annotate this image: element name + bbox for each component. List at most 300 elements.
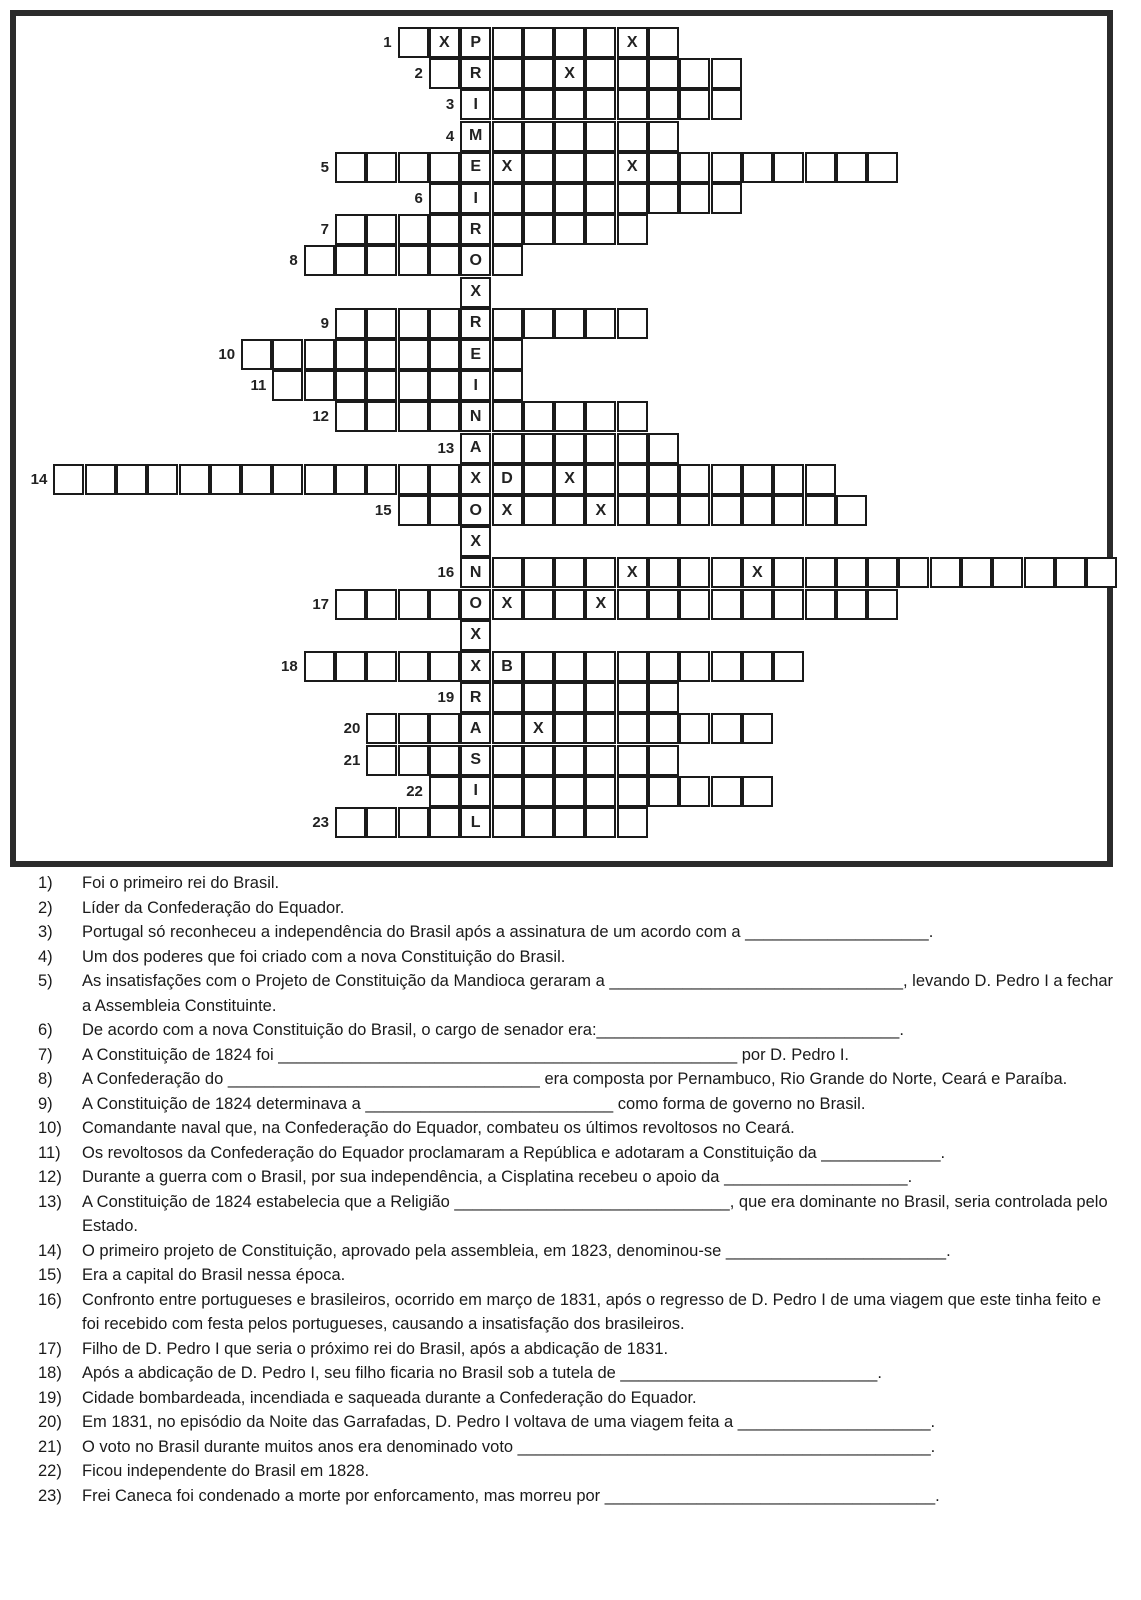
crossword-cell[interactable]: X bbox=[460, 620, 491, 651]
crossword-cell[interactable] bbox=[429, 651, 460, 682]
crossword-cell[interactable] bbox=[366, 589, 397, 620]
clue-number-label: 13 bbox=[437, 439, 455, 457]
crossword-cell[interactable] bbox=[773, 152, 804, 183]
crossword-cell[interactable] bbox=[429, 152, 460, 183]
crossword-cell[interactable] bbox=[1055, 557, 1086, 588]
crossword-cell[interactable] bbox=[429, 58, 460, 89]
crossword-cell[interactable]: X bbox=[460, 526, 491, 557]
crossword-cell[interactable] bbox=[867, 557, 898, 588]
crossword-cell[interactable] bbox=[492, 245, 523, 276]
crossword-cell[interactable] bbox=[335, 464, 366, 495]
clue-23 bbox=[38, 1484, 1118, 1509]
crossword-cell[interactable]: P bbox=[460, 27, 491, 58]
crossword-cell[interactable] bbox=[523, 121, 554, 152]
crossword-cell[interactable] bbox=[742, 651, 773, 682]
crossword-cell[interactable]: N bbox=[460, 557, 491, 588]
crossword-cell[interactable] bbox=[272, 464, 303, 495]
crossword-cell[interactable] bbox=[585, 89, 616, 120]
crossword-cell[interactable] bbox=[523, 651, 554, 682]
crossword-cell[interactable] bbox=[366, 245, 397, 276]
crossword-cell[interactable]: O bbox=[460, 589, 491, 620]
crossword-cell[interactable] bbox=[366, 745, 397, 776]
crossword-cell[interactable] bbox=[366, 464, 397, 495]
crossword-cell[interactable] bbox=[554, 776, 585, 807]
crossword-cell[interactable] bbox=[492, 308, 523, 339]
crossword-cell[interactable] bbox=[554, 401, 585, 432]
crossword-cell[interactable] bbox=[679, 651, 710, 682]
crossword-cell[interactable] bbox=[398, 651, 429, 682]
crossword-cell[interactable] bbox=[773, 589, 804, 620]
clue-number: 15) bbox=[38, 1266, 62, 1284]
clue-text: Frei Caneca foi condenado a morte por enforcamento, mas morreu por ____________________________________. bbox=[82, 1486, 940, 1505]
crossword-cell[interactable] bbox=[554, 713, 585, 744]
crossword-cell[interactable] bbox=[429, 807, 460, 838]
crossword-cell[interactable] bbox=[304, 464, 335, 495]
crossword-cell[interactable] bbox=[398, 245, 429, 276]
crossword-cell[interactable] bbox=[648, 495, 679, 526]
crossword-cell[interactable] bbox=[679, 713, 710, 744]
crossword-cell[interactable] bbox=[648, 651, 679, 682]
crossword-cell[interactable] bbox=[617, 89, 648, 120]
crossword-cell[interactable] bbox=[617, 121, 648, 152]
crossword-cell[interactable] bbox=[742, 713, 773, 744]
crossword-cell[interactable] bbox=[429, 589, 460, 620]
crossword-cell[interactable] bbox=[304, 651, 335, 682]
crossword-cell[interactable]: M bbox=[460, 121, 491, 152]
crossword-cell[interactable] bbox=[585, 464, 616, 495]
crossword-cell[interactable] bbox=[585, 713, 616, 744]
crossword-cell[interactable] bbox=[366, 401, 397, 432]
crossword-cell[interactable] bbox=[867, 589, 898, 620]
crossword-cell[interactable] bbox=[617, 214, 648, 245]
crossword-cell[interactable]: R bbox=[460, 214, 491, 245]
crossword-cell[interactable] bbox=[679, 183, 710, 214]
crossword-cell[interactable] bbox=[617, 589, 648, 620]
crossword-cell[interactable] bbox=[523, 495, 554, 526]
crossword-cell[interactable]: X bbox=[617, 557, 648, 588]
crossword-cell[interactable] bbox=[272, 339, 303, 370]
crossword-cell[interactable] bbox=[679, 89, 710, 120]
crossword-cell[interactable] bbox=[492, 370, 523, 401]
crossword-cell[interactable] bbox=[648, 682, 679, 713]
crossword-cell[interactable] bbox=[335, 339, 366, 370]
crossword-cell[interactable] bbox=[523, 152, 554, 183]
crossword-cell[interactable] bbox=[617, 183, 648, 214]
clue-7 bbox=[38, 1043, 1118, 1068]
crossword-cell[interactable] bbox=[492, 58, 523, 89]
crossword-cell[interactable] bbox=[648, 27, 679, 58]
crossword-cell[interactable] bbox=[523, 308, 554, 339]
crossword-cell[interactable] bbox=[492, 682, 523, 713]
crossword-cell[interactable] bbox=[398, 401, 429, 432]
crossword-cell[interactable] bbox=[366, 308, 397, 339]
clue-number-label: 7 bbox=[320, 221, 329, 239]
crossword-cell[interactable]: X bbox=[554, 58, 585, 89]
crossword-cell[interactable] bbox=[492, 339, 523, 370]
crossword-cell[interactable] bbox=[523, 183, 554, 214]
crossword-cell[interactable] bbox=[523, 807, 554, 838]
crossword-cell[interactable] bbox=[554, 495, 585, 526]
crossword-cell[interactable] bbox=[398, 214, 429, 245]
clue-text: A Constituição de 1824 determinava a ___________________________ como forma de governo no Brasil. bbox=[82, 1094, 866, 1113]
crossword-cell[interactable]: O bbox=[460, 245, 491, 276]
crossword-cell[interactable]: I bbox=[460, 183, 491, 214]
crossword-cell[interactable] bbox=[304, 370, 335, 401]
crossword-cell[interactable] bbox=[429, 464, 460, 495]
crossword-cell[interactable] bbox=[335, 214, 366, 245]
clue-number: 4) bbox=[38, 947, 53, 966]
crossword-cell[interactable] bbox=[492, 807, 523, 838]
crossword-cell[interactable]: N bbox=[460, 401, 491, 432]
crossword-cell[interactable]: X bbox=[585, 589, 616, 620]
crossword-cell[interactable] bbox=[398, 308, 429, 339]
crossword-cell[interactable] bbox=[711, 58, 742, 89]
crossword-cell[interactable] bbox=[429, 713, 460, 744]
crossword-cell[interactable] bbox=[867, 152, 898, 183]
crossword-cell[interactable] bbox=[116, 464, 147, 495]
crossword-cell[interactable]: R bbox=[460, 682, 491, 713]
crossword-cell[interactable] bbox=[554, 183, 585, 214]
crossword-cell[interactable] bbox=[398, 713, 429, 744]
crossword-cell[interactable] bbox=[585, 433, 616, 464]
crossword-cell[interactable] bbox=[398, 464, 429, 495]
crossword-cell[interactable] bbox=[1086, 557, 1117, 588]
crossword-cell[interactable] bbox=[742, 152, 773, 183]
crossword-cell[interactable] bbox=[679, 589, 710, 620]
crossword-cell[interactable] bbox=[523, 589, 554, 620]
crossword-cell[interactable] bbox=[492, 776, 523, 807]
crossword-cell[interactable] bbox=[492, 27, 523, 58]
crossword-cell[interactable] bbox=[648, 89, 679, 120]
crossword-cell[interactable] bbox=[617, 713, 648, 744]
crossword-cell[interactable] bbox=[648, 183, 679, 214]
crossword-cell[interactable] bbox=[648, 464, 679, 495]
crossword-cell[interactable] bbox=[585, 745, 616, 776]
crossword-cell[interactable] bbox=[492, 557, 523, 588]
crossword-cell[interactable] bbox=[366, 152, 397, 183]
crossword-cell[interactable]: O bbox=[460, 495, 491, 526]
crossword-cell[interactable] bbox=[398, 745, 429, 776]
clue-12 bbox=[38, 1165, 1118, 1190]
crossword-cell[interactable] bbox=[617, 651, 648, 682]
crossword-cell[interactable] bbox=[554, 214, 585, 245]
crossword-cell[interactable] bbox=[679, 464, 710, 495]
crossword-cell[interactable]: X bbox=[554, 464, 585, 495]
crossword-cell[interactable] bbox=[648, 433, 679, 464]
crossword-cell[interactable] bbox=[335, 152, 366, 183]
crossword-cell[interactable] bbox=[805, 464, 836, 495]
crossword-cell[interactable]: I bbox=[460, 370, 491, 401]
crossword-cell[interactable] bbox=[429, 183, 460, 214]
crossword-cell[interactable]: E bbox=[460, 339, 491, 370]
crossword-cell[interactable] bbox=[679, 58, 710, 89]
crossword-cell[interactable] bbox=[272, 370, 303, 401]
crossword-cell[interactable] bbox=[648, 776, 679, 807]
crossword-cell[interactable] bbox=[554, 308, 585, 339]
crossword-cell[interactable]: X bbox=[617, 152, 648, 183]
crossword-cell[interactable]: X bbox=[492, 152, 523, 183]
crossword-cell[interactable] bbox=[304, 245, 335, 276]
crossword-cell[interactable] bbox=[648, 152, 679, 183]
crossword-cell[interactable] bbox=[648, 121, 679, 152]
crossword-cell[interactable] bbox=[492, 121, 523, 152]
crossword-cell[interactable] bbox=[961, 557, 992, 588]
crossword-cell[interactable] bbox=[179, 464, 210, 495]
crossword-cell[interactable] bbox=[554, 682, 585, 713]
crossword-cell[interactable] bbox=[429, 245, 460, 276]
crossword-cell[interactable] bbox=[554, 807, 585, 838]
crossword-cell[interactable] bbox=[53, 464, 84, 495]
crossword-cell[interactable]: X bbox=[492, 495, 523, 526]
crossword-cell[interactable] bbox=[523, 214, 554, 245]
crossword-cell[interactable] bbox=[617, 401, 648, 432]
crossword-cell[interactable] bbox=[585, 557, 616, 588]
crossword-cell[interactable] bbox=[554, 433, 585, 464]
crossword-cell[interactable] bbox=[523, 557, 554, 588]
crossword-cell[interactable] bbox=[773, 495, 804, 526]
clue-text: De acordo com a nova Constituição do Brasil, o cargo de senador era:_________________________________. bbox=[82, 1021, 904, 1039]
crossword-cell[interactable]: X bbox=[460, 651, 491, 682]
crossword-cell[interactable]: X bbox=[617, 27, 648, 58]
crossword-cell[interactable] bbox=[711, 557, 742, 588]
crossword-cell[interactable] bbox=[523, 433, 554, 464]
crossword-cell[interactable] bbox=[398, 152, 429, 183]
clue-text: A Constituição de 1824 estabelecia que a Religião ______________________________, que era dominante no Brasil, seria controlada pelo Estado. bbox=[82, 1192, 1108, 1235]
crossword-cell[interactable] bbox=[429, 339, 460, 370]
crossword-cell[interactable] bbox=[492, 214, 523, 245]
crossword-cell[interactable] bbox=[429, 308, 460, 339]
crossword-cell[interactable] bbox=[492, 89, 523, 120]
crossword-cell[interactable] bbox=[398, 27, 429, 58]
clue-text: Os revoltosos da Confederação do Equador proclamaram a República e adotaram a Constituição da _____________. bbox=[82, 1143, 946, 1162]
crossword-cell[interactable]: I bbox=[460, 776, 491, 807]
crossword-cell[interactable] bbox=[898, 557, 929, 588]
crossword-cell[interactable] bbox=[523, 401, 554, 432]
crossword-cell[interactable]: X bbox=[523, 713, 554, 744]
clue-3 bbox=[38, 920, 1118, 945]
crossword-cell[interactable] bbox=[836, 589, 867, 620]
crossword-cell[interactable]: I bbox=[460, 89, 491, 120]
crossword-cell[interactable] bbox=[366, 807, 397, 838]
crossword-cell[interactable] bbox=[679, 776, 710, 807]
crossword-cell[interactable] bbox=[429, 495, 460, 526]
clue-13 bbox=[38, 1190, 1118, 1239]
crossword-cell[interactable] bbox=[742, 589, 773, 620]
crossword-cell[interactable]: R bbox=[460, 58, 491, 89]
crossword-cell[interactable] bbox=[85, 464, 116, 495]
crossword-cell[interactable] bbox=[742, 776, 773, 807]
crossword-cell[interactable] bbox=[805, 589, 836, 620]
crossword-cell[interactable] bbox=[335, 308, 366, 339]
crossword-cell[interactable] bbox=[429, 776, 460, 807]
crossword-cell[interactable] bbox=[711, 776, 742, 807]
crossword-cell[interactable] bbox=[335, 589, 366, 620]
crossword-cell[interactable] bbox=[523, 27, 554, 58]
crossword-cell[interactable] bbox=[679, 152, 710, 183]
crossword-cell[interactable] bbox=[585, 308, 616, 339]
crossword-cell[interactable] bbox=[304, 339, 335, 370]
crossword-cell[interactable] bbox=[554, 89, 585, 120]
crossword-cell[interactable] bbox=[585, 401, 616, 432]
crossword-cell[interactable] bbox=[711, 589, 742, 620]
crossword-cell[interactable] bbox=[429, 370, 460, 401]
crossword-cell[interactable] bbox=[585, 807, 616, 838]
crossword-cell[interactable] bbox=[992, 557, 1023, 588]
crossword-cell[interactable] bbox=[711, 495, 742, 526]
crossword-cell[interactable] bbox=[585, 27, 616, 58]
crossword-cell[interactable] bbox=[366, 339, 397, 370]
crossword-cell[interactable] bbox=[523, 682, 554, 713]
crossword-cell[interactable] bbox=[554, 27, 585, 58]
crossword-cell[interactable]: L bbox=[460, 807, 491, 838]
crossword-cell[interactable] bbox=[648, 745, 679, 776]
crossword-cell[interactable] bbox=[585, 776, 616, 807]
crossword-cell[interactable] bbox=[335, 370, 366, 401]
crossword-cell[interactable] bbox=[147, 464, 178, 495]
crossword-cell[interactable] bbox=[648, 58, 679, 89]
crossword-cell[interactable] bbox=[523, 58, 554, 89]
crossword-cell[interactable] bbox=[335, 245, 366, 276]
clue-number: 17) bbox=[38, 1339, 62, 1358]
crossword-cell[interactable] bbox=[805, 557, 836, 588]
crossword-cell[interactable] bbox=[836, 495, 867, 526]
clue-number-label: 5 bbox=[320, 158, 329, 176]
crossword-cell[interactable] bbox=[554, 121, 585, 152]
crossword-cell[interactable] bbox=[366, 651, 397, 682]
crossword-cell[interactable] bbox=[617, 682, 648, 713]
crossword-cell[interactable] bbox=[398, 370, 429, 401]
crossword-cell[interactable] bbox=[711, 713, 742, 744]
crossword-cell[interactable] bbox=[585, 121, 616, 152]
crossword-cell[interactable] bbox=[492, 433, 523, 464]
crossword-cell[interactable] bbox=[836, 557, 867, 588]
clue-number-label: 10 bbox=[218, 346, 236, 363]
crossword-cell[interactable]: X bbox=[460, 277, 491, 308]
crossword-cell[interactable] bbox=[711, 183, 742, 214]
crossword-cell[interactable] bbox=[241, 339, 272, 370]
crossword-cell[interactable]: X bbox=[429, 27, 460, 58]
crossword-cell[interactable] bbox=[554, 557, 585, 588]
crossword-cell[interactable] bbox=[617, 776, 648, 807]
crossword-cell[interactable] bbox=[711, 464, 742, 495]
crossword-cell[interactable]: B bbox=[492, 651, 523, 682]
crossword-cell[interactable] bbox=[773, 464, 804, 495]
clue-15 bbox=[38, 1263, 1118, 1288]
crossword-cell[interactable] bbox=[492, 745, 523, 776]
crossword-cell[interactable] bbox=[429, 401, 460, 432]
clue-4 bbox=[38, 945, 1118, 970]
crossword-cell[interactable]: A bbox=[460, 713, 491, 744]
crossword-cell[interactable] bbox=[679, 557, 710, 588]
clue-number: 2) bbox=[38, 898, 53, 917]
crossword-cell[interactable] bbox=[711, 651, 742, 682]
crossword-cell[interactable] bbox=[492, 713, 523, 744]
crossword-cell[interactable] bbox=[335, 807, 366, 838]
crossword-cell[interactable] bbox=[648, 713, 679, 744]
crossword-cell[interactable] bbox=[398, 807, 429, 838]
crossword-cell[interactable] bbox=[773, 651, 804, 682]
crossword-cell[interactable] bbox=[366, 370, 397, 401]
crossword-cell[interactable] bbox=[617, 308, 648, 339]
crossword-cell[interactable]: A bbox=[460, 433, 491, 464]
crossword-cell[interactable] bbox=[398, 589, 429, 620]
crossword-cell[interactable]: X bbox=[460, 464, 491, 495]
crossword-cell[interactable] bbox=[617, 495, 648, 526]
crossword-cell[interactable] bbox=[585, 651, 616, 682]
crossword-cell[interactable] bbox=[617, 58, 648, 89]
crossword-cell[interactable] bbox=[554, 589, 585, 620]
crossword-cell[interactable] bbox=[679, 495, 710, 526]
crossword-cell[interactable] bbox=[648, 589, 679, 620]
crossword-cell[interactable] bbox=[585, 152, 616, 183]
crossword-cell[interactable]: X bbox=[742, 557, 773, 588]
crossword-cell[interactable] bbox=[1024, 557, 1055, 588]
crossword-cell[interactable] bbox=[335, 651, 366, 682]
crossword-cell[interactable] bbox=[398, 495, 429, 526]
crossword-cell[interactable] bbox=[585, 58, 616, 89]
crossword-cell[interactable] bbox=[805, 152, 836, 183]
crossword-cell[interactable] bbox=[241, 464, 272, 495]
crossword-cell[interactable]: X bbox=[585, 495, 616, 526]
clue-text: Líder da Confederação do Equador. bbox=[82, 898, 345, 917]
crossword-cell[interactable] bbox=[617, 433, 648, 464]
crossword-cell[interactable] bbox=[585, 682, 616, 713]
crossword-cell[interactable] bbox=[366, 214, 397, 245]
clue-text: Ficou independente do Brasil em 1828. bbox=[82, 1462, 370, 1480]
crossword-cell[interactable] bbox=[805, 495, 836, 526]
clue-text: Confronto entre portugueses e brasileiros, ocorrido em março de 1831, após o regresso de D. Pedro I de uma viagem que este tinha feito e foi recebido com festa pelos portugueses, causando a insatisfação dos brasileiros. bbox=[82, 1290, 1101, 1333]
crossword-cell[interactable] bbox=[742, 495, 773, 526]
crossword-cell[interactable] bbox=[523, 776, 554, 807]
crossword-cell[interactable] bbox=[492, 401, 523, 432]
crossword-cell[interactable] bbox=[711, 89, 742, 120]
crossword-cell[interactable] bbox=[398, 339, 429, 370]
crossword-cell[interactable] bbox=[554, 152, 585, 183]
crossword-cell[interactable] bbox=[836, 152, 867, 183]
crossword-cell[interactable] bbox=[617, 745, 648, 776]
crossword-cell[interactable] bbox=[335, 401, 366, 432]
clue-number-label: 17 bbox=[312, 595, 329, 613]
crossword-cell[interactable] bbox=[523, 745, 554, 776]
crossword-cell[interactable] bbox=[773, 557, 804, 588]
clue-21 bbox=[38, 1435, 1118, 1460]
crossword-cell[interactable] bbox=[492, 183, 523, 214]
clue-number-label: 6 bbox=[414, 190, 423, 207]
crossword-cell[interactable] bbox=[711, 152, 742, 183]
crossword-cell[interactable]: E bbox=[460, 152, 491, 183]
crossword-cell[interactable]: D bbox=[492, 464, 523, 495]
crossword-cell[interactable] bbox=[742, 464, 773, 495]
crossword-cell[interactable] bbox=[585, 183, 616, 214]
crossword-cell[interactable]: S bbox=[460, 745, 491, 776]
crossword-cell[interactable] bbox=[210, 464, 241, 495]
crossword-cell[interactable] bbox=[429, 214, 460, 245]
crossword-cell[interactable] bbox=[585, 214, 616, 245]
crossword-cell[interactable] bbox=[429, 745, 460, 776]
crossword-cell[interactable] bbox=[930, 557, 961, 588]
crossword-cell[interactable] bbox=[617, 464, 648, 495]
crossword-cell[interactable] bbox=[648, 557, 679, 588]
crossword-cell[interactable] bbox=[366, 713, 397, 744]
crossword-cell[interactable] bbox=[523, 89, 554, 120]
crossword-cell[interactable] bbox=[523, 464, 554, 495]
crossword-cell[interactable]: X bbox=[492, 589, 523, 620]
crossword-cell[interactable]: R bbox=[460, 308, 491, 339]
clue-number: 12) bbox=[38, 1168, 62, 1186]
crossword-cell[interactable] bbox=[554, 651, 585, 682]
crossword-cell[interactable] bbox=[554, 745, 585, 776]
crossword-cell[interactable] bbox=[617, 807, 648, 838]
